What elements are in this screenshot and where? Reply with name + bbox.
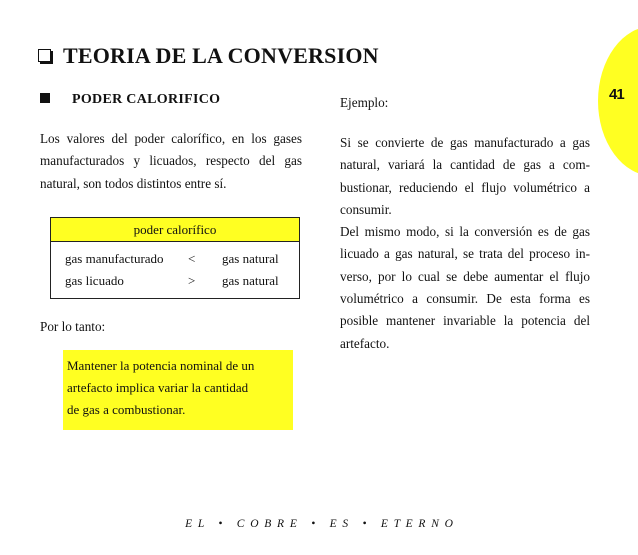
table-cell: gas natural bbox=[222, 251, 279, 266]
highlight-line: artefacto implica variar la cantidad bbox=[67, 380, 249, 395]
section-heading-text: PODER CALORIFICO bbox=[72, 92, 221, 107]
table-cell: gas licuado bbox=[65, 273, 124, 288]
table-row bbox=[51, 248, 299, 270]
highlight-line: Mantener la potencia nominal de un bbox=[67, 358, 255, 373]
example-line: artefacto. bbox=[340, 335, 390, 351]
footer-motto: E L • C O B R E • E S • E T E R N O bbox=[185, 518, 453, 530]
highlight-line: de gas a combustionar. bbox=[67, 402, 186, 417]
example-label: Ejemplo: bbox=[340, 95, 389, 110]
example-line: Si se convierte de gas manufacturado a gas bbox=[340, 135, 590, 150]
example-line: Del mismo modo, si la conversión es de gas bbox=[340, 224, 590, 240]
example-line: licuado a gas natural, se trata del proceso in- bbox=[340, 246, 590, 262]
comparison-operator: > bbox=[188, 273, 196, 288]
example-line: verso, por lo cual se debe aumentar el flujo bbox=[340, 268, 590, 284]
highlight-text bbox=[67, 355, 289, 421]
example-line: volumétrico a consumir. De esta forma es bbox=[340, 291, 590, 307]
intro-paragraph: Los valores del poder calorífico, en los gases manufacturados y licuados, respecto del gas natural, son todos distintos entre sí. bbox=[40, 131, 302, 191]
table-cell: gas natural bbox=[222, 273, 279, 288]
example-line: consumir. bbox=[340, 201, 392, 217]
section-heading bbox=[40, 92, 220, 108]
comparison-operator: < bbox=[188, 251, 196, 266]
page-number: 41 bbox=[609, 86, 624, 103]
example-paragraph bbox=[340, 132, 590, 355]
therefore-label: Por lo tanto: bbox=[40, 319, 106, 334]
table-cell: gas manufacturado bbox=[65, 251, 164, 266]
square-bullet-icon bbox=[40, 93, 50, 103]
checkbox-icon bbox=[38, 49, 51, 62]
highlight-box bbox=[63, 350, 293, 430]
example-line: bustionar, reduciendo el flujo volumétrico a bbox=[340, 179, 590, 195]
table-header: poder calorífico bbox=[51, 218, 299, 242]
example-line: natural, variará la cantidad de gas a com- bbox=[340, 157, 590, 173]
table-row bbox=[51, 270, 299, 292]
page-title-text: TEORIA DE LA CONVERSION bbox=[63, 43, 379, 68]
example-line: posible mantener invariable la potencia del bbox=[340, 313, 590, 329]
calorific-table bbox=[50, 217, 300, 299]
page-title bbox=[38, 43, 379, 69]
